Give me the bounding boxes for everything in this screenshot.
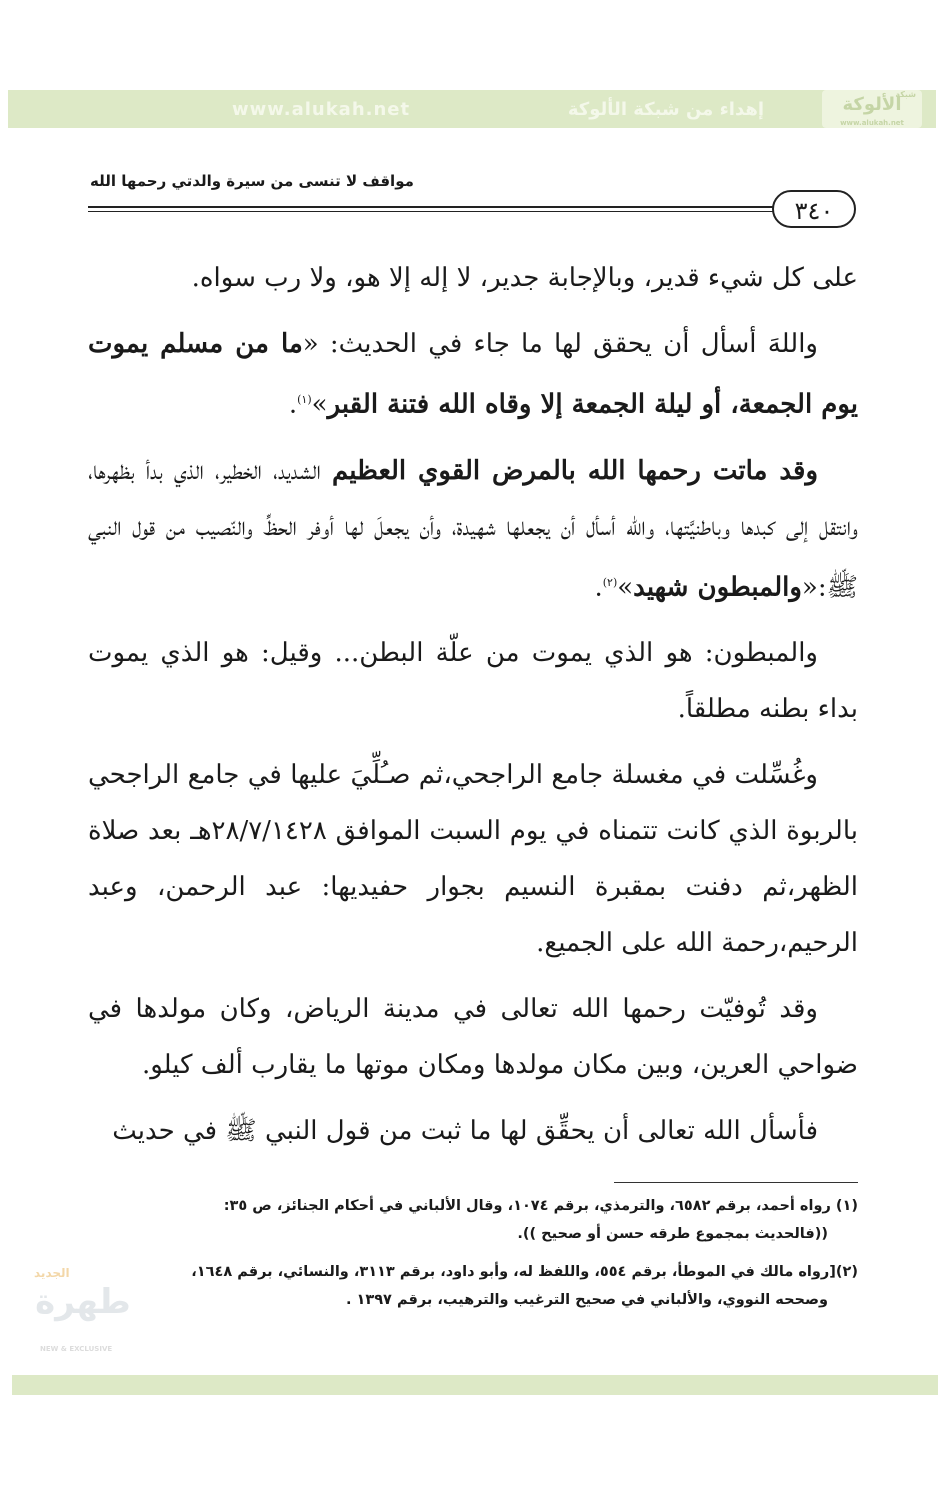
watermark-bottom-text: NEW & EXCLUSIVE: [40, 1345, 113, 1353]
banner-url[interactable]: www.alukah.net: [232, 98, 411, 120]
watermark-main-text: طهرة: [35, 1282, 131, 1322]
footnote-2: (٢)[رواه مالك في الموطأ، برقم ٥٥٤، واللفظ له، وأبو داود، برقم ٣١١٣، والنسائي، برقم ١٦٤٨، وصححه النووي، والألباني في صحيح الترغيب والترهيب، برقم ١٣٩٧ .: [191, 1264, 858, 1308]
paragraph: وغُسِّلت في مغسلة جامع الراجحي،ثم صـُلِّيَ عليها في جامع الراجحي بالربوة الذي كانت تتمناه في يوم السبت الموافق ٢٨/٧/١٤٢٨هـ بعد صلاة الظهر،ثم دفنت بمقبرة النسيم بجوار حفيديها: عبد الرحمن، وعبد الرحيم،رحمة الله على الجميع.: [88, 760, 858, 959]
paragraph: واللهَ أسأل أن يحقق لها ما جاء في الحديث: «ما من مسلم يموت يوم الجمعة، أو ليلة الجمعة إلا وقاه الله فتنة القبر»$^{(١)}$.: [88, 329, 858, 420]
top-banner: [8, 90, 936, 128]
footnote-ref[interactable]: (١): [297, 393, 312, 406]
body-text: [88, 250, 858, 1169]
header-rule-thin: [88, 211, 778, 212]
banner-text-row: [218, 94, 778, 124]
bottom-band: [12, 1375, 938, 1395]
paragraph: فأسأل الله تعالى أن يحقِّق لها ما ثبت من قول النبي ﷺ في حديث: [112, 1116, 818, 1147]
header-rule: [88, 206, 778, 208]
hadith-quote: ما من مسلم يموت يوم الجمعة، أو ليلة الجمعة إلا وقاه الله فتنة القبر: [88, 329, 858, 420]
paragraph: والمبطون: هو الذي يموت من علّة البطن... وقيل: هو الذي يموت بداء بطنه مطلقاً.: [88, 638, 858, 725]
logo-top-text: شبكة: [895, 90, 916, 99]
watermark-logo: [24, 1266, 142, 1354]
paragraph: على كل شيء قدير، وبالإجابة جدير، لا إله إلا هو، ولا رب سواه.: [191, 263, 858, 293]
page-number: ٣٤٠: [772, 190, 856, 228]
footnotes: [88, 1192, 858, 1324]
hadith-quote: والمبطون شهيد: [633, 572, 802, 603]
running-header-title: مواقف لا تنسى من سيرة والدتي رحمها الله: [90, 172, 414, 190]
footnote-separator: [614, 1182, 858, 1183]
logo-text: الألوكة: [842, 94, 902, 115]
watermark-top-text: الجديد: [34, 1266, 70, 1280]
paragraph: وقد تُوفيّت رحمها الله تعالى في مدينة الرياض، وكان مولدها في ضواحي العرين، وبين مكان مولدها ومكان موتها ما يقارب ألف كيلو.: [88, 994, 858, 1081]
paragraph: وقد ماتت رحمها الله بالمرض القوي العظيم الشديد، الخطير، الذي بدأ بظهرها، وانتقل إلى كبدها وباطنيَّتها، والله أسأل أن يجعلها شهيدة، وأن يجعلَ لها أوفر الحظِّ والنّصيب من قول النبي ﷺ:«والمبطون شهيد»$^{(٢)}$.: [88, 455, 858, 603]
logo-url: www.alukah.net: [840, 119, 904, 127]
footnote-ref[interactable]: (٢): [602, 575, 618, 589]
footnote-1: (١) رواه أحمد، برقم ٦٥٨٢، والترمذي، برقم ١٠٧٤، وقال الألباني في أحكام الجنائز، ص ٣٥: ((فالحديث بمجموع طرقه حسن أو صحيح )).: [223, 1198, 858, 1242]
emphasis-text: وقد ماتت رحمها الله بالمرض القوي العظيم: [331, 455, 818, 486]
banner-gift-text: إهداء من شبكة الألوكة: [567, 98, 764, 120]
alukah-logo: [822, 90, 922, 128]
